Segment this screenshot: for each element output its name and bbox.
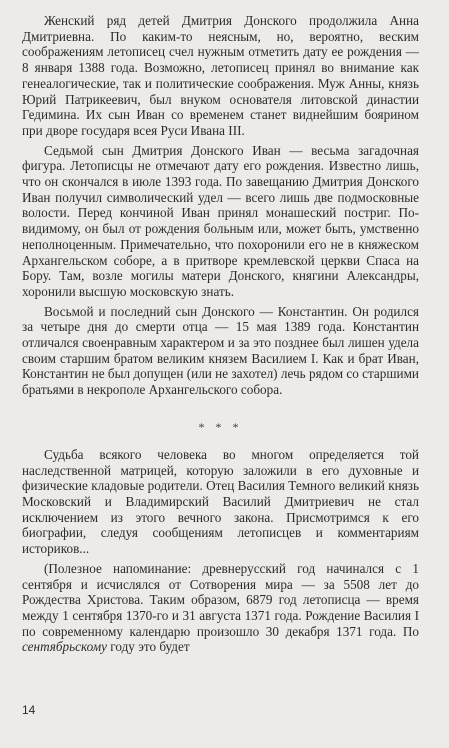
calendar-note-text-end: году это будет: [107, 639, 190, 655]
paragraph-fate: Судьба всякого человека во многом определяется той наследственной матрицей, которую заложили в его духовные и физические кладовые родители. Отец Василия Темного великий князь Московский и Владимирский Василий Дмитриевич не стал исключением из этого вечного закона. Присмотримся к его биографии, следуя сообщениям летописцев и комментариям историков...: [22, 446, 419, 557]
paragraph-anna: Женский ряд детей Дмитрия Донского продолжила Анна Дмитриевна. По каким-то неясным, но, вероятно, веским соображениям летописец счел нужным отметить дату ее рождения — 8 января 1388 года. Возможно, летописец принял во внимание как генеалогические, так и политические соображения. Муж Анны, князь Юрий Патрикеевич, был внуком основателя литовской династии Гедимина. Их сын Иван со временем станет виднейшим боярином при дворе государя всея Руси Ивана III.: [22, 13, 419, 138]
calendar-note-italic: сентябрьскому: [22, 639, 107, 655]
paragraph-calendar-note: [22, 561, 419, 655]
section-separator: * * *: [198, 419, 243, 434]
calendar-note-text-start: (Полезное напоминание: древнерусский год начинался с 1 сентября и исчислялся от Сотворения мира — за 5508 лет до Рождества Христова. Таким образом, 6879 год летописца — время между 1 сентября 1370-го и 31 августа 1371 года. Рождение Василия I по современному календарю произошло 30 декабря 1371 года. По: [22, 560, 419, 639]
paragraph-ivan: Седьмой сын Дмитрия Донского Иван — весьма загадочная фигура. Летописцы не отмечают дату его рождения. Известно лишь, что он скончался в июле 1393 года. По завещанию Дмитрия Донского Иван получил символический удел — всего лишь две подмосковные волости. Перед кончиной Иван принял монашеский постриг. По-видимому, он был от рождения больным или, может быть, умственно неполноценным. Примечательно, что похоронили его не в княжеском Архангельском соборе, а в притворе кремлевской церкви Спаса на Бору. Там, возле могилы матери Донского, княгини Александры, хоронили высшую московскую знать.: [22, 142, 419, 299]
paragraph-konstantin: Восьмой и последний сын Донского — Константин. Он родился за четыре дня до смерти отца — 15 мая 1389 года. Константин отличался своенравным характером и за это позднее был лишен удела своим старшим братом великим князем Василием I. Как и брат Иван, Константин не был допущен (или не захотел) лечь рядом со старшими братьями в некрополе Архангельского собора.: [22, 303, 419, 398]
page-number: 14: [22, 703, 36, 717]
